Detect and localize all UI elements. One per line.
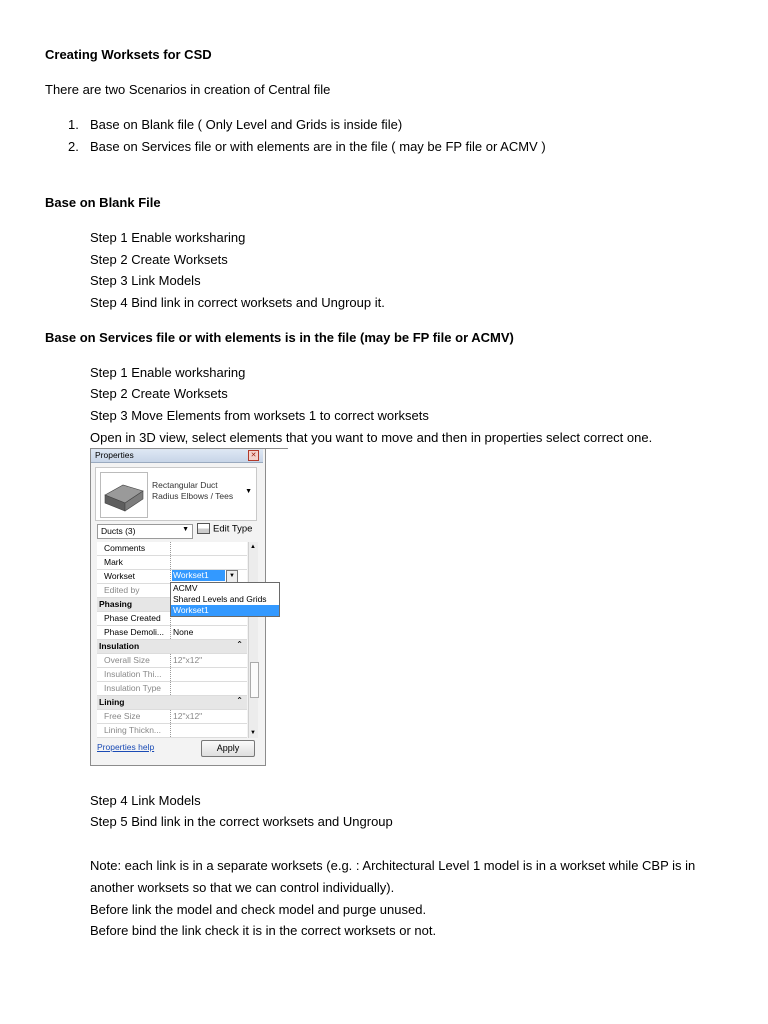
category-filter-select[interactable] bbox=[97, 524, 193, 539]
step-line: Step 4 Link Models bbox=[90, 793, 201, 808]
step-line: Step 5 Bind link in the correct worksets and Ungroup bbox=[90, 814, 393, 829]
intro-text: There are two Scenarios in creation of Central file bbox=[45, 82, 331, 97]
type-subtype: Radius Elbows / Tees bbox=[152, 491, 234, 501]
properties-help-link[interactable]: Properties help bbox=[97, 742, 155, 752]
palette-titlebar bbox=[91, 449, 263, 463]
property-name: Phase Demoli... bbox=[104, 627, 164, 637]
dropdown-option[interactable]: Shared Levels and Grids bbox=[173, 594, 267, 604]
step-line: Step 4 Bind link in correct worksets and Ungroup it. bbox=[90, 295, 385, 310]
close-icon[interactable]: ✕ bbox=[248, 450, 259, 461]
collapse-icon[interactable]: ⌃ bbox=[236, 696, 243, 705]
scroll-up-icon[interactable]: ▲ bbox=[250, 544, 256, 550]
duct-thumbnail-icon bbox=[100, 472, 148, 518]
section-heading: Base on Services file or with elements is in the file (may be FP file or ACMV) bbox=[45, 330, 514, 345]
workset-dropdown-list[interactable] bbox=[170, 582, 280, 617]
edit-type-button[interactable] bbox=[197, 523, 252, 537]
list-item: Base on Blank file ( Only Level and Grids is inside file) bbox=[90, 117, 403, 132]
type-selector[interactable] bbox=[95, 467, 257, 521]
dropdown-option[interactable]: ACMV bbox=[173, 583, 198, 593]
property-name: Mark bbox=[104, 557, 123, 567]
type-dropdown-icon[interactable]: ▼ bbox=[245, 488, 252, 495]
collapse-icon[interactable]: ⌃ bbox=[236, 640, 243, 649]
type-name bbox=[152, 480, 233, 502]
property-row[interactable] bbox=[97, 542, 247, 556]
palette-title: Properties bbox=[95, 450, 134, 460]
property-name: Insulation Type bbox=[104, 683, 162, 693]
document-title: Creating Worksets for CSD bbox=[45, 47, 212, 62]
property-group[interactable] bbox=[97, 640, 247, 654]
property-row[interactable] bbox=[97, 668, 247, 682]
list-item: Base on Services file or with elements are in the file ( may be FP file or ACMV ) bbox=[90, 139, 546, 154]
list-number: 2. bbox=[68, 139, 79, 154]
property-row[interactable] bbox=[97, 682, 247, 696]
step-line: Step 3 Link Models bbox=[90, 273, 201, 288]
dropdown-option-selected[interactable]: Workset1 bbox=[171, 605, 279, 616]
property-group[interactable] bbox=[97, 696, 247, 710]
group-name: Lining bbox=[99, 697, 125, 707]
step-line: Step 1 Enable worksharing bbox=[90, 230, 246, 245]
property-name: Lining Thickn... bbox=[104, 725, 162, 735]
note-text: Note: each link is in a separate worksets (e.g. : Architectural Level 1 model is in a workset while CBP is in bbox=[90, 858, 696, 873]
property-value: 12"x12" bbox=[173, 711, 203, 721]
property-value: 12"x12" bbox=[173, 655, 203, 665]
property-row[interactable] bbox=[97, 556, 247, 570]
category-filter-label: Ducts (3) bbox=[101, 526, 136, 536]
chevron-down-icon[interactable]: ▼ bbox=[226, 570, 238, 583]
property-name: Workset bbox=[104, 571, 136, 581]
note-text: Before link the model and check model and purge unused. bbox=[90, 902, 427, 917]
property-row[interactable] bbox=[97, 710, 247, 724]
group-name: Phasing bbox=[99, 599, 133, 609]
edit-type-icon bbox=[197, 523, 210, 534]
step-line: Step 3 Move Elements from worksets 1 to correct worksets bbox=[90, 408, 429, 423]
type-family: Rectangular Duct bbox=[152, 480, 218, 490]
workset-value[interactable]: Workset1 bbox=[172, 570, 225, 581]
property-name: Edited by bbox=[104, 585, 140, 595]
list-number: 1. bbox=[68, 117, 79, 132]
property-name: Phase Created bbox=[104, 613, 161, 623]
section-heading: Base on Blank File bbox=[45, 195, 161, 210]
property-name: Insulation Thi... bbox=[104, 669, 162, 679]
chevron-down-icon: ▼ bbox=[182, 526, 189, 533]
scrollbar-thumb[interactable] bbox=[250, 662, 259, 698]
note-text: another worksets so that we can control individually). bbox=[90, 880, 395, 895]
property-name: Overall Size bbox=[104, 655, 150, 665]
step-line: Step 2 Create Worksets bbox=[90, 252, 228, 267]
property-row[interactable] bbox=[97, 626, 247, 640]
step-line: Step 1 Enable worksharing bbox=[90, 365, 246, 380]
property-row[interactable] bbox=[97, 654, 247, 668]
apply-button[interactable]: Apply bbox=[201, 740, 255, 757]
property-row[interactable] bbox=[97, 724, 247, 738]
properties-scrollbar[interactable] bbox=[248, 542, 258, 738]
edit-type-label: Edit Type bbox=[213, 523, 253, 535]
step-line: Step 2 Create Worksets bbox=[90, 386, 228, 401]
scroll-down-icon[interactable]: ▼ bbox=[250, 730, 256, 736]
note-text: Before bind the link check it is in the correct worksets or not. bbox=[90, 923, 437, 938]
property-name: Comments bbox=[104, 543, 146, 553]
frame-line bbox=[264, 448, 288, 449]
group-name: Insulation bbox=[99, 641, 140, 651]
property-value: None bbox=[173, 627, 194, 637]
property-name: Free Size bbox=[104, 711, 141, 721]
instruction-text: Open in 3D view, select elements that you want to move and then in properties select correct one. bbox=[90, 430, 653, 445]
